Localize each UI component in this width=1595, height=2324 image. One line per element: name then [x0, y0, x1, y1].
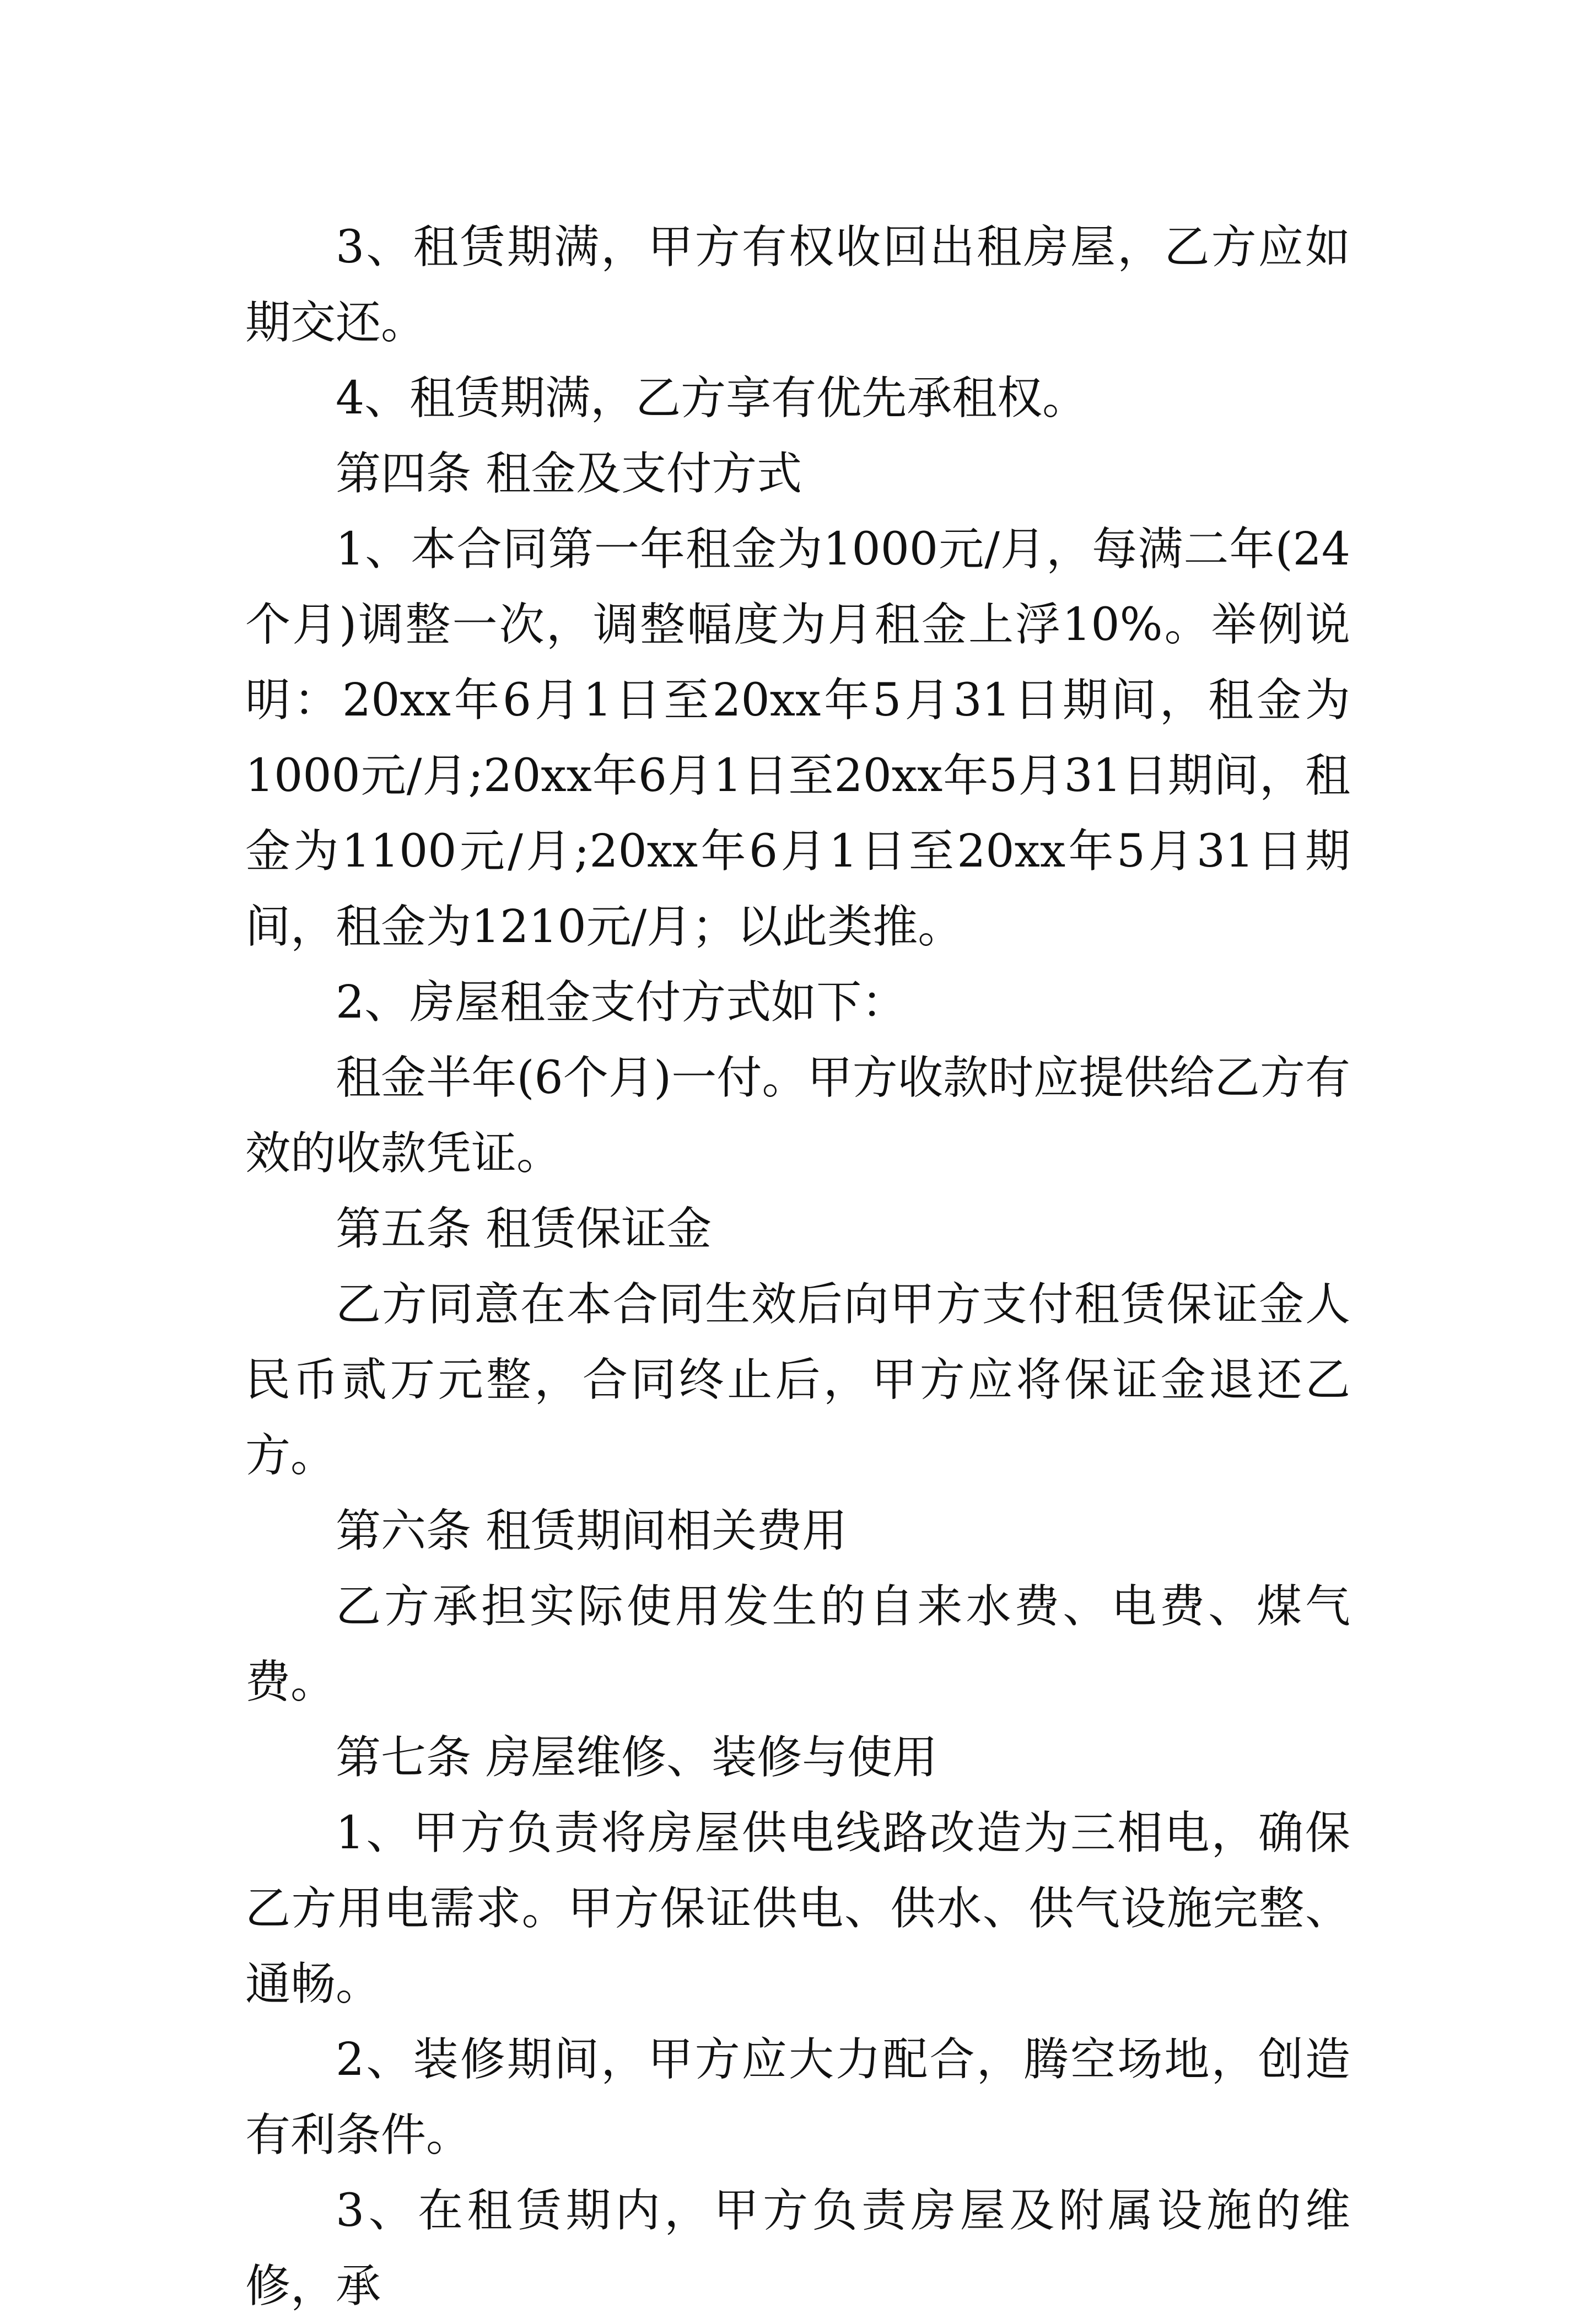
paragraph-renovation-cooperation: 2、装修期间，甲方应大力配合，腾空场地，创造有利条件。	[245, 2034, 1350, 2161]
paragraph-priority-renewal: 4、租赁期满，乙方享有优先承租权。	[336, 372, 1088, 424]
paragraph-lease-expiry-return: 3、租赁期满，甲方有权收回出租房屋，乙方应如期交还。	[245, 221, 1350, 349]
paragraph-deposit-terms: 乙方同意在本合同生效后向甲方支付租赁保证金人民币贰万元整，合同终止后，甲方应将保证金退还乙方。	[245, 1278, 1350, 1482]
section-heading-rent-payment: 第四条 租金及支付方式	[336, 448, 802, 500]
document-body	[245, 209, 1350, 2324]
section-heading-maintenance: 第七条 房屋维修、装修与使用	[336, 1731, 938, 1784]
paragraph-payment-method: 2、房屋租金支付方式如下：	[336, 976, 907, 1029]
paragraph-utility-fees: 乙方承担实际使用发生的自来水费、电费、煤气费。	[245, 1580, 1350, 1708]
section-heading-deposit: 第五条 租赁保证金	[336, 1203, 712, 1255]
paragraph-maintenance-responsibility: 3、在租赁期内，甲方负责房屋及附属设施的维修，承	[245, 2185, 1350, 2312]
paragraph-half-year-payment: 租金半年(6个月)一付。甲方收款时应提供给乙方有效的收款凭证。	[245, 1052, 1350, 1180]
section-heading-related-fees: 第六条 租赁期间相关费用	[336, 1505, 848, 1557]
paragraph-power-supply: 1、甲方负责将房屋供电线路改造为三相电，确保乙方用电需求。甲方保证供电、供水、供气设施完整、通畅。	[245, 1807, 1350, 2010]
paragraph-rent-adjustment: 1、本合同第一年租金为1000元/月，每满二年(24个月)调整一次，调整幅度为月租金上浮10%。举例说明：20xx年6月1日至20xx年5月31日期间，租金为1000元/月;20xx年6月1日至20xx年5月31日期间，租金为1100元/月;20xx年6月1日至20xx年5月31日期间，租金为1210元/月；以此类推。	[245, 523, 1350, 953]
